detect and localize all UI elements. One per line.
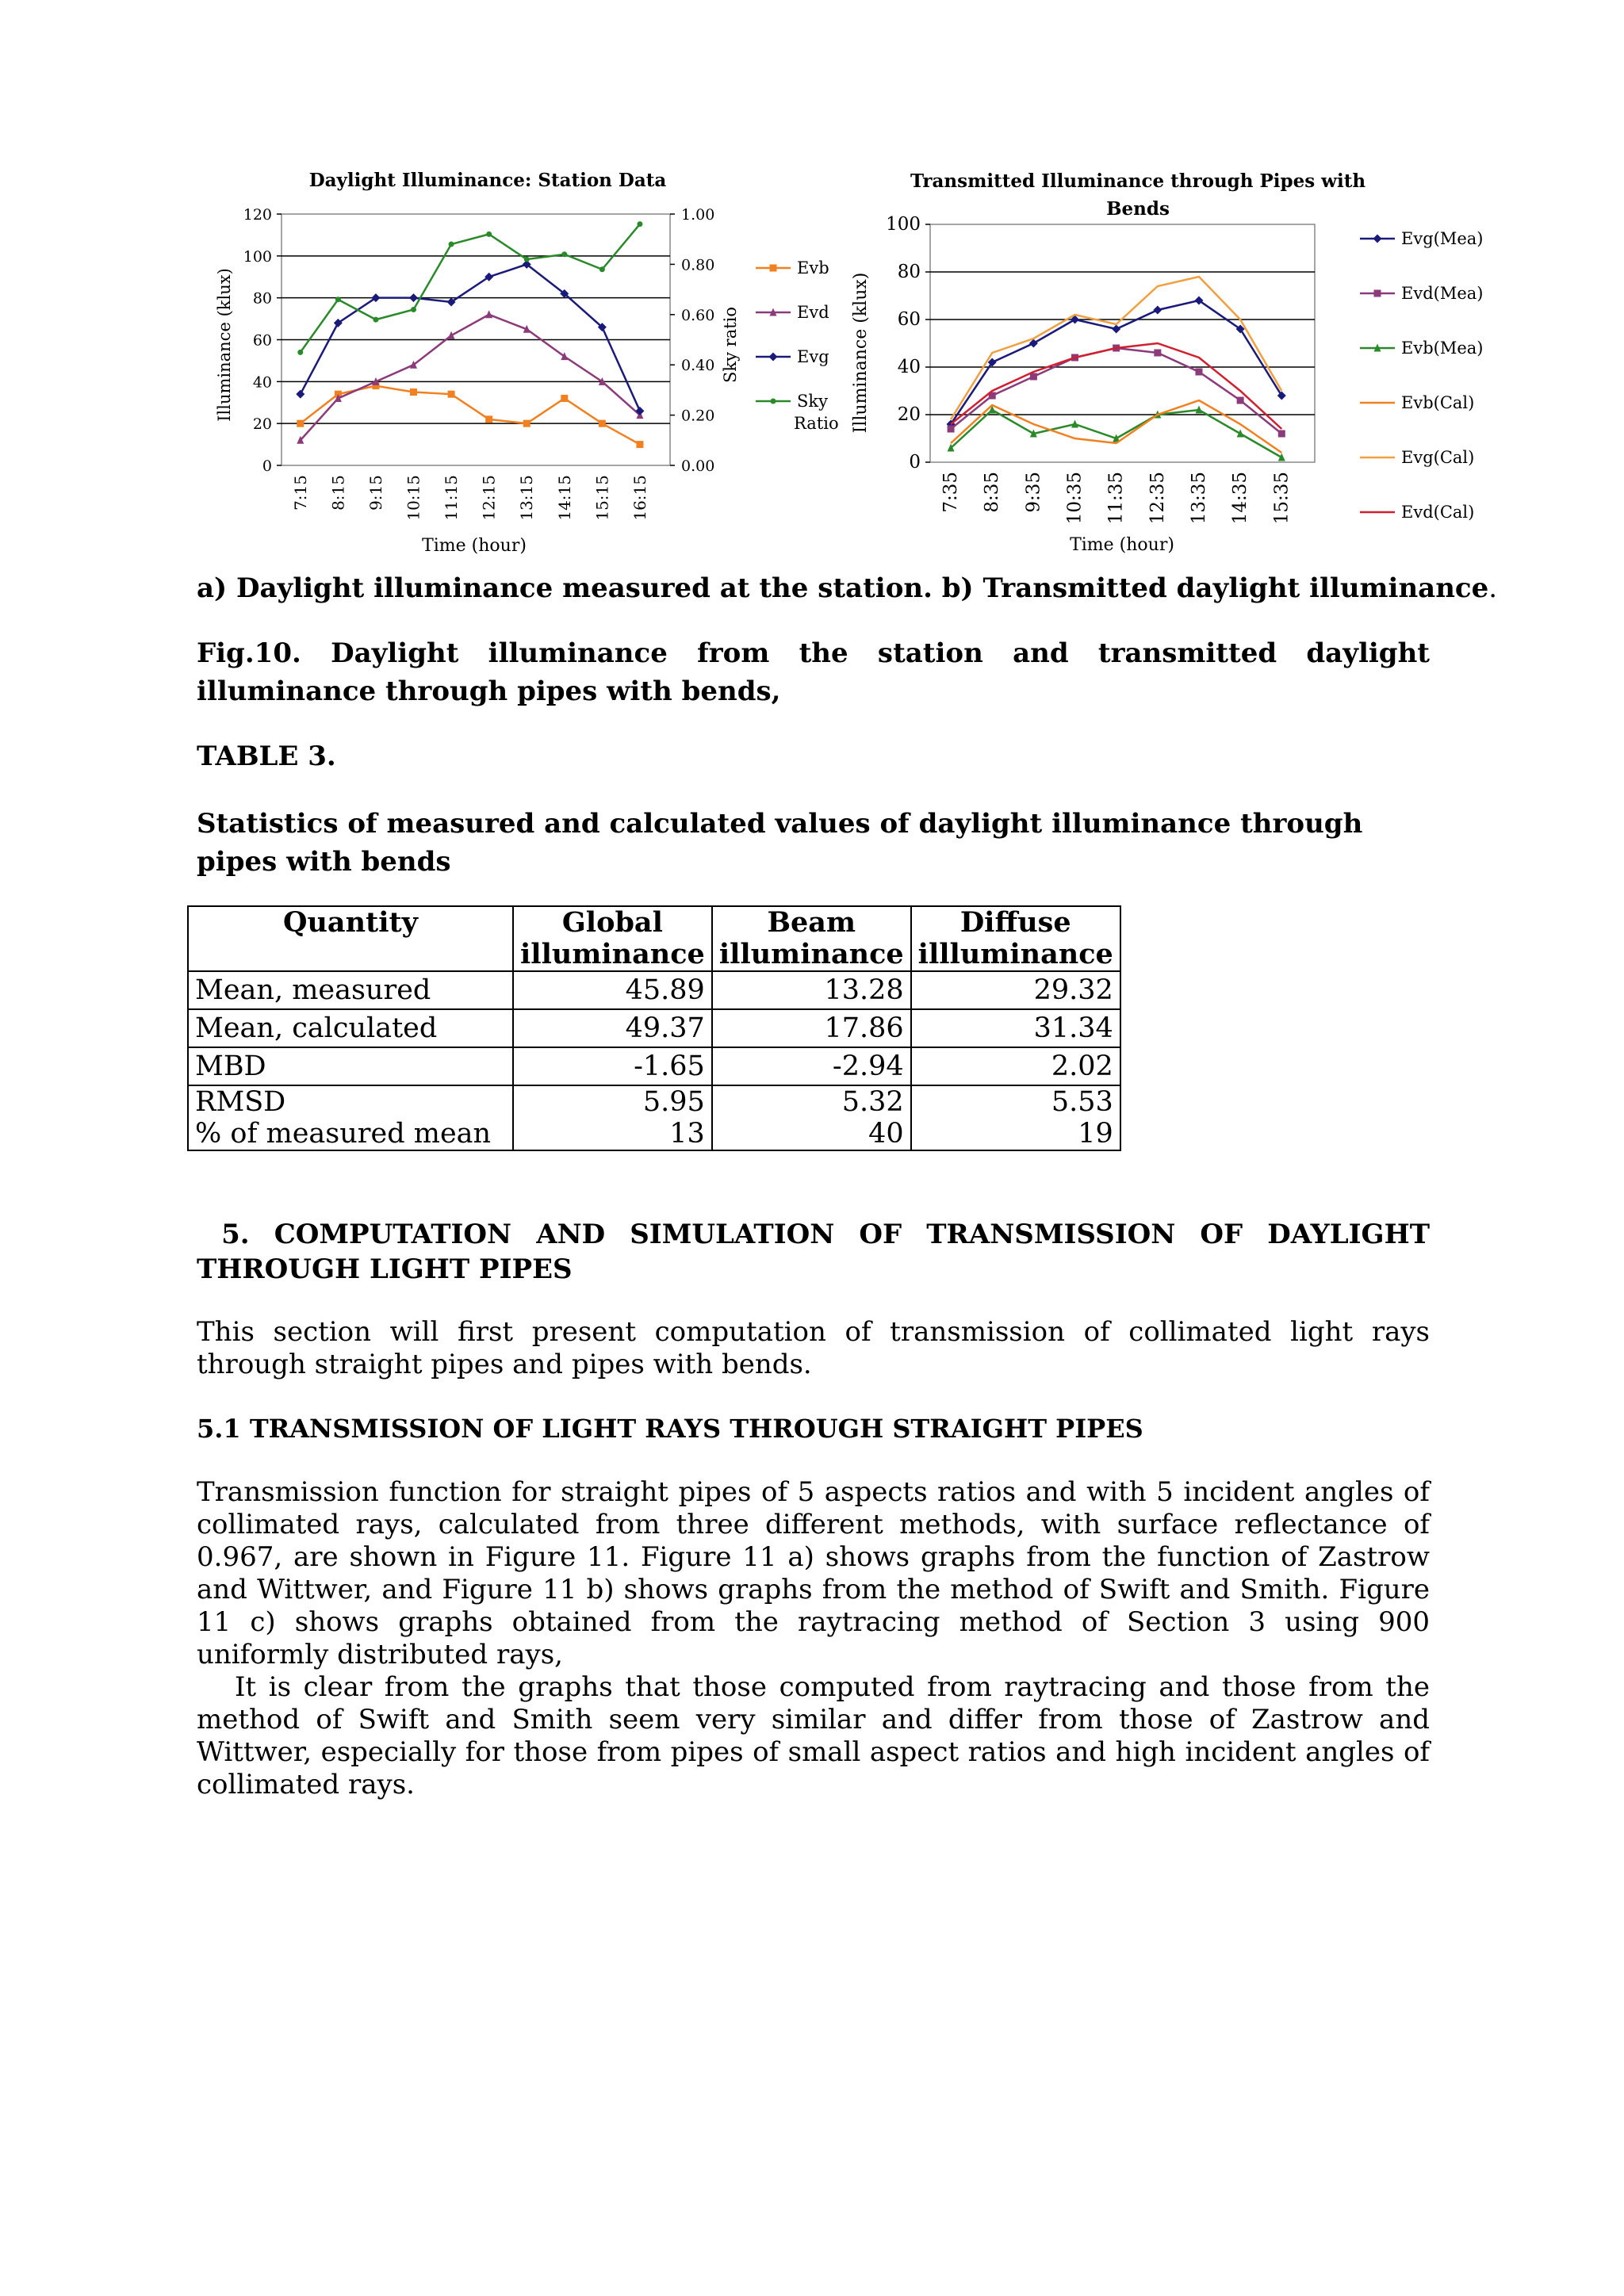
cell-diffuse: 5.53 19	[911, 1085, 1120, 1150]
legend-label: Evg(Cal)	[1401, 448, 1475, 467]
table-row	[188, 971, 1120, 1009]
series-line	[951, 410, 1281, 457]
y-tick-label: 80	[252, 289, 272, 308]
x-tick-label: 7:15	[290, 475, 310, 511]
y-tick-label: 40	[252, 373, 272, 392]
y-tick-label: 0	[909, 452, 921, 473]
x-tick-label: 13:35	[1188, 472, 1209, 525]
data-point	[1030, 373, 1037, 381]
cell-global: 49.37	[513, 1009, 712, 1047]
series-evd-mea-	[948, 345, 1285, 438]
series-evd-cal-	[951, 343, 1281, 429]
series-evb	[297, 382, 643, 448]
header-beam: Beam illuminance	[712, 906, 911, 971]
y2-tick-label: 1.00	[681, 206, 715, 224]
data-point	[1195, 369, 1202, 376]
series-sky-ratio	[297, 221, 642, 355]
figure-subcaption: a) Daylight illuminance measured at the station. b) Transmitted daylight illuminance.	[197, 572, 1498, 604]
x-tick-label: 13:15	[517, 475, 537, 521]
y-tick-label: 20	[897, 404, 921, 425]
cell-beam: 13.28	[712, 971, 911, 1009]
x-tick-label: 9:35	[1023, 472, 1044, 513]
row-label: MBD	[188, 1047, 513, 1085]
y-tick-label: 80	[897, 262, 921, 282]
data-point	[1112, 325, 1120, 334]
x-tick-label: 9:15	[366, 475, 385, 511]
x-tick-label: 11:35	[1105, 472, 1127, 525]
chart-b-title-line2: Bends	[1106, 198, 1170, 220]
x-tick-label: 16:15	[630, 475, 649, 521]
table-label: TABLE 3.	[197, 740, 336, 772]
chart-b-ylabel: Illuminance (klux)	[851, 272, 871, 434]
header-diffuse: Diffuse illluminance	[911, 906, 1120, 971]
series-line	[301, 386, 640, 445]
legend-label: Evb	[797, 258, 829, 277]
legend-label: Evg(Mea)	[1401, 229, 1484, 248]
cell-diffuse: 29.32	[911, 971, 1120, 1009]
x-tick-label: 8:15	[328, 475, 348, 511]
series-evg-mea-	[947, 297, 1286, 429]
header-quantity: Quantity	[188, 906, 513, 971]
chart-b-xlabel: Time (hour)	[1070, 535, 1174, 555]
table-row	[188, 1047, 1120, 1085]
x-tick-label: 10:35	[1064, 472, 1086, 525]
data-point	[637, 221, 642, 227]
figure-caption: Fig.10. Daylight illuminance from the station and transmitted daylight illuminance through pipes with bends,	[197, 637, 1430, 707]
cell-beam: -2.94	[712, 1047, 911, 1085]
legend-label: Evb(Cal)	[1401, 393, 1475, 412]
x-tick-label: 14:15	[554, 475, 574, 521]
y-tick-label: 60	[897, 309, 921, 330]
data-point	[449, 242, 454, 247]
x-tick-label: 15:15	[592, 475, 612, 521]
section-5-heading: 5. COMPUTATION AND SIMULATION OF TRANSMISSION OF DAYLIGHT THROUGH LIGHT PIPES	[197, 1219, 1439, 1285]
row-label: Mean, calculated	[188, 1009, 513, 1047]
y2-tick-label: 0.60	[681, 306, 715, 324]
cell-diffuse: 2.02	[911, 1047, 1120, 1085]
series-line	[301, 224, 640, 353]
y-tick-label: 120	[243, 206, 272, 224]
legend-marker	[1373, 235, 1382, 243]
data-point	[561, 352, 568, 360]
x-tick-label: 10:15	[404, 475, 423, 521]
x-tick-label: 12:15	[479, 475, 499, 521]
legend-label: Evb(Mea)	[1401, 339, 1484, 358]
series-line	[951, 343, 1281, 429]
data-point	[373, 317, 378, 323]
paragraph-body	[197, 1476, 1430, 1801]
cell-global: 5.95 13	[513, 1085, 712, 1150]
legend-marker	[1374, 290, 1381, 297]
legend-marker	[769, 353, 778, 362]
data-point	[485, 310, 492, 318]
y-tick-label: 100	[886, 214, 921, 235]
row-label: Mean, measured	[188, 971, 513, 1009]
data-point	[948, 426, 955, 433]
data-point	[335, 297, 341, 302]
paragraph-2: It is clear from the graphs that those computed from raytracing and those from the method of Swift and Smith seem very similar and differ from those of Zastrow and Wittwer, especially for those from pipes of small aspect ratios and high incident angles of collimated rays.	[197, 1671, 1430, 1800]
data-point	[297, 350, 303, 355]
x-tick-label: 15:35	[1271, 472, 1293, 525]
legend-marker	[771, 399, 776, 404]
data-point	[523, 420, 530, 427]
table-row	[188, 1009, 1120, 1047]
data-point	[485, 415, 492, 423]
data-point	[448, 391, 455, 398]
cell-beam: 17.86	[712, 1009, 911, 1047]
paragraph-intro: This section will first present computation of transmission of collimated light rays through straight pipes and pipes with bends.	[197, 1316, 1430, 1380]
series-line	[951, 348, 1281, 434]
x-tick-label: 11:15	[442, 475, 462, 521]
table-caption: Statistics of measured and calculated values of daylight illuminance through pipes with bends	[197, 808, 1363, 878]
data-point	[599, 420, 606, 427]
row-label: RMSD % of measured mean	[188, 1085, 513, 1150]
x-tick-label: 8:35	[982, 472, 1003, 513]
chart-transmitted-illuminance	[848, 163, 1515, 567]
y2-tick-label: 0.40	[681, 357, 715, 375]
data-point	[561, 251, 567, 257]
data-point	[635, 407, 644, 415]
plot-area	[930, 224, 1315, 462]
legend-label: Sky	[797, 392, 828, 411]
data-point	[296, 390, 304, 399]
data-point	[599, 266, 605, 272]
y-tick-label: 60	[252, 331, 272, 350]
legend-label: Evd(Mea)	[1401, 284, 1484, 303]
section-5-1-heading: 5.1 TRANSMISSION OF LIGHT RAYS THROUGH STRAIGHT PIPES	[197, 1414, 1143, 1444]
table-header-row	[188, 906, 1120, 971]
chart-station-data	[206, 163, 864, 559]
data-point	[410, 388, 417, 396]
series-line	[301, 264, 640, 411]
legend-label: Evg	[797, 347, 829, 366]
series-evb-cal-	[951, 400, 1281, 453]
y-tick-label: 40	[897, 357, 921, 377]
y-tick-label: 20	[252, 415, 272, 434]
y2-tick-label: 0.20	[681, 407, 715, 425]
statistics-table	[187, 905, 1121, 1151]
legend-label: Evd	[797, 303, 829, 322]
cell-beam: 5.32 40	[712, 1085, 911, 1150]
x-tick-label: 7:35	[940, 472, 962, 513]
chart-b-title-line1: Transmitted Illuminance through Pipes with	[910, 170, 1366, 192]
cell-global: -1.65	[513, 1047, 712, 1085]
data-point	[524, 257, 530, 262]
legend-label: Ratio	[794, 414, 839, 433]
data-point	[1153, 306, 1162, 315]
data-point	[1237, 397, 1244, 404]
table-row	[188, 1085, 1120, 1150]
cell-global: 45.89	[513, 971, 712, 1009]
chart-a-y2label: Sky ratio	[721, 306, 740, 384]
paragraph-1: Transmission function for straight pipes of 5 aspects ratios and with 5 incident angles of collimated rays, calculated from three different methods, with surface reflectance of 0.967, are shown in Figure 11. Figure 11 a) shows graphs from the function of Zastrow and Wittwer, and Figure 11 b) shows graphs from the method of Swift and Smith. Figure 11 c) shows graphs obtained from the raytracing method of Section 3 using 900 uniformly distributed rays,	[197, 1476, 1430, 1670]
data-point	[297, 420, 304, 427]
series-line	[301, 315, 640, 441]
data-point	[636, 441, 643, 448]
data-point	[409, 293, 418, 302]
y-tick-label: 100	[243, 247, 272, 266]
legend-marker	[770, 265, 777, 272]
data-point	[561, 395, 568, 402]
data-point	[486, 232, 492, 237]
chart-a-title: Daylight Illuminance: Station Data	[308, 170, 667, 191]
data-point	[411, 307, 416, 312]
y2-tick-label: 0.80	[681, 256, 715, 274]
series-line	[951, 400, 1281, 453]
x-tick-label: 12:35	[1147, 472, 1168, 525]
x-tick-label: 14:35	[1230, 472, 1251, 525]
y-tick-label: 0	[262, 457, 272, 475]
legend-label: Evd(Cal)	[1401, 503, 1475, 522]
header-global: Global illuminance	[513, 906, 712, 971]
data-point	[1154, 350, 1161, 357]
y2-tick-label: 0.00	[681, 457, 715, 475]
cell-diffuse: 31.34	[911, 1009, 1120, 1047]
chart-a-xlabel: Time (hour)	[422, 536, 527, 556]
data-point	[1278, 430, 1285, 438]
series-evb-mea-	[948, 406, 1285, 461]
chart-a-ylabel: Illuminance (klux)	[215, 268, 234, 422]
